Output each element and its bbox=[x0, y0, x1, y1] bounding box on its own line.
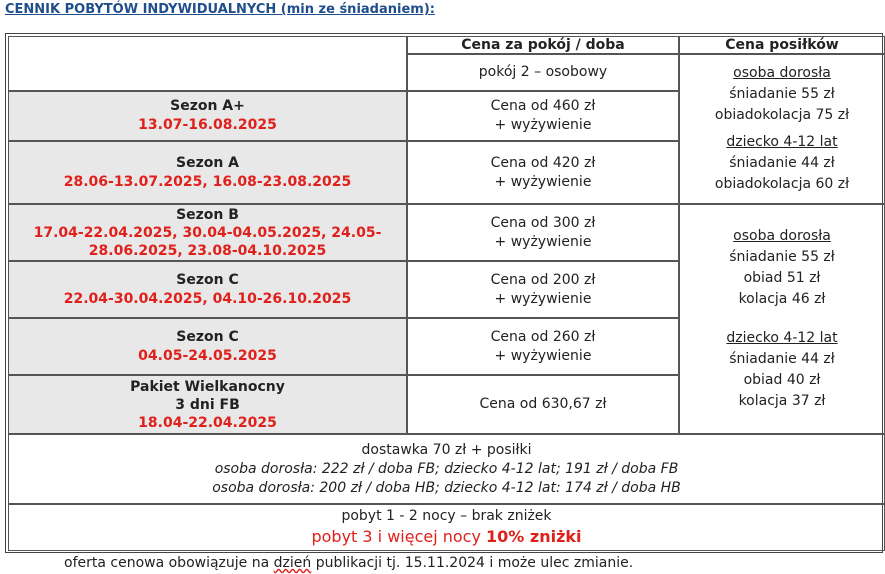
meal-price: kolacja 46 zł bbox=[738, 291, 826, 307]
price-value: Cena od 300 zł bbox=[490, 214, 596, 231]
season-dates: 18.04-22.04.2025 bbox=[138, 414, 277, 431]
extra-bed-line: osoba dorosła: 222 zł / doba FB; dziecko 4-12 lat; 191 zł / doba FB bbox=[214, 460, 679, 477]
price-value: Cena od 200 zł bbox=[490, 271, 596, 288]
price-value: Cena od 630,67 zł bbox=[479, 396, 607, 412]
meal-price: obiad 40 zł bbox=[743, 372, 821, 388]
season-name: Sezon C bbox=[176, 328, 239, 345]
season-name-sub: 3 dni FB bbox=[175, 396, 240, 413]
meals-cell-bottom bbox=[679, 204, 885, 434]
header-price-room: Cena za pokój / doba bbox=[407, 36, 679, 54]
price-value: Cena od 420 zł bbox=[490, 154, 596, 171]
discount-highlight bbox=[311, 526, 581, 548]
extra-bed-line: osoba dorosła: 200 zł / doba HB; dziecko 4-12 lat: 174 zł / doba HB bbox=[212, 479, 681, 496]
footer-note bbox=[64, 554, 633, 573]
price-extra: + wyżywienie bbox=[494, 233, 592, 250]
discount-line: pobyt 1 - 2 nocy – brak zniżek bbox=[341, 508, 552, 524]
discount-text: pobyt 3 i więcej nocy bbox=[311, 527, 487, 546]
season-name: Sezon B bbox=[176, 206, 239, 223]
season-row bbox=[8, 91, 407, 141]
meal-price: kolacja 37 zł bbox=[738, 393, 826, 409]
season-dates: 28.06-13.07.2025, 16.08-23.08.2025 bbox=[63, 173, 352, 190]
footer-text: dzień bbox=[273, 555, 312, 571]
price-cell bbox=[407, 375, 679, 434]
price-cell bbox=[407, 261, 679, 318]
season-row bbox=[8, 318, 407, 375]
price-cell bbox=[407, 318, 679, 375]
meal-adult-label: osoba dorosła bbox=[733, 228, 831, 244]
season-row bbox=[8, 261, 407, 318]
season-dates: 28.06.2025, 23.08-04.10.2025 bbox=[88, 242, 327, 259]
meal-price: obiad 51 zł bbox=[743, 270, 821, 286]
footer-text: publikacji tj. 15.11.2024 i może ulec zmianie. bbox=[311, 555, 634, 571]
season-dates: 04.05-24.05.2025 bbox=[138, 347, 277, 364]
meal-price: obiadokolacja 75 zł bbox=[714, 107, 850, 123]
season-dates: 22.04-30.04.2025, 04.10-26.10.2025 bbox=[63, 290, 352, 307]
extra-bed-cell bbox=[8, 434, 885, 504]
discount-percent: 10% zniżki bbox=[486, 527, 582, 546]
price-cell bbox=[407, 91, 679, 141]
season-dates: 17.04-22.04.2025, 30.04-04.05.2025, 24.05- bbox=[33, 224, 382, 241]
price-cell bbox=[407, 141, 679, 204]
season-row bbox=[8, 375, 407, 434]
price-extra: + wyżywienie bbox=[494, 347, 592, 364]
meal-child-label: dziecko 4-12 lat bbox=[726, 330, 838, 346]
price-value: Cena od 260 zł bbox=[490, 328, 596, 345]
price-extra: + wyżywienie bbox=[494, 290, 592, 307]
meal-child-label: dziecko 4-12 lat bbox=[726, 134, 838, 150]
season-row bbox=[8, 204, 407, 261]
page-title: CENNIK POBYTÓW INDYWIDUALNYCH (min ze śniadaniem): bbox=[5, 2, 435, 17]
price-extra: + wyżywienie bbox=[494, 173, 592, 190]
price-value: Cena od 460 zł bbox=[490, 98, 596, 114]
meal-price: śniadanie 44 zł bbox=[729, 351, 835, 367]
meal-adult-label: osoba dorosła bbox=[733, 65, 831, 81]
season-name: Sezon A+ bbox=[170, 98, 245, 114]
footer-text: oferta cenowa obowiązuje na bbox=[64, 555, 274, 571]
price-cell bbox=[407, 204, 679, 261]
meals-cell-top bbox=[679, 54, 885, 204]
header-meals: Cena posiłków bbox=[679, 36, 885, 54]
meal-price: obiadokolacja 60 zł bbox=[714, 176, 850, 192]
season-name: Sezon C bbox=[176, 271, 239, 288]
meal-price: śniadanie 55 zł bbox=[729, 249, 835, 265]
season-name: Pakiet Wielkanocny bbox=[130, 378, 285, 395]
meal-price: śniadanie 44 zł bbox=[729, 155, 835, 171]
discount-cell bbox=[8, 504, 885, 551]
header-room-type: pokój 2 – osobowy bbox=[407, 54, 679, 91]
empty-header-cell bbox=[8, 36, 407, 91]
meal-price: śniadanie 55 zł bbox=[729, 86, 835, 102]
season-dates: 13.07-16.08.2025 bbox=[138, 117, 277, 133]
season-name: Sezon A bbox=[175, 154, 240, 171]
price-extra: + wyżywienie bbox=[494, 117, 592, 133]
extra-bed-line: dostawka 70 zł + posiłki bbox=[361, 441, 532, 458]
season-row bbox=[8, 141, 407, 204]
